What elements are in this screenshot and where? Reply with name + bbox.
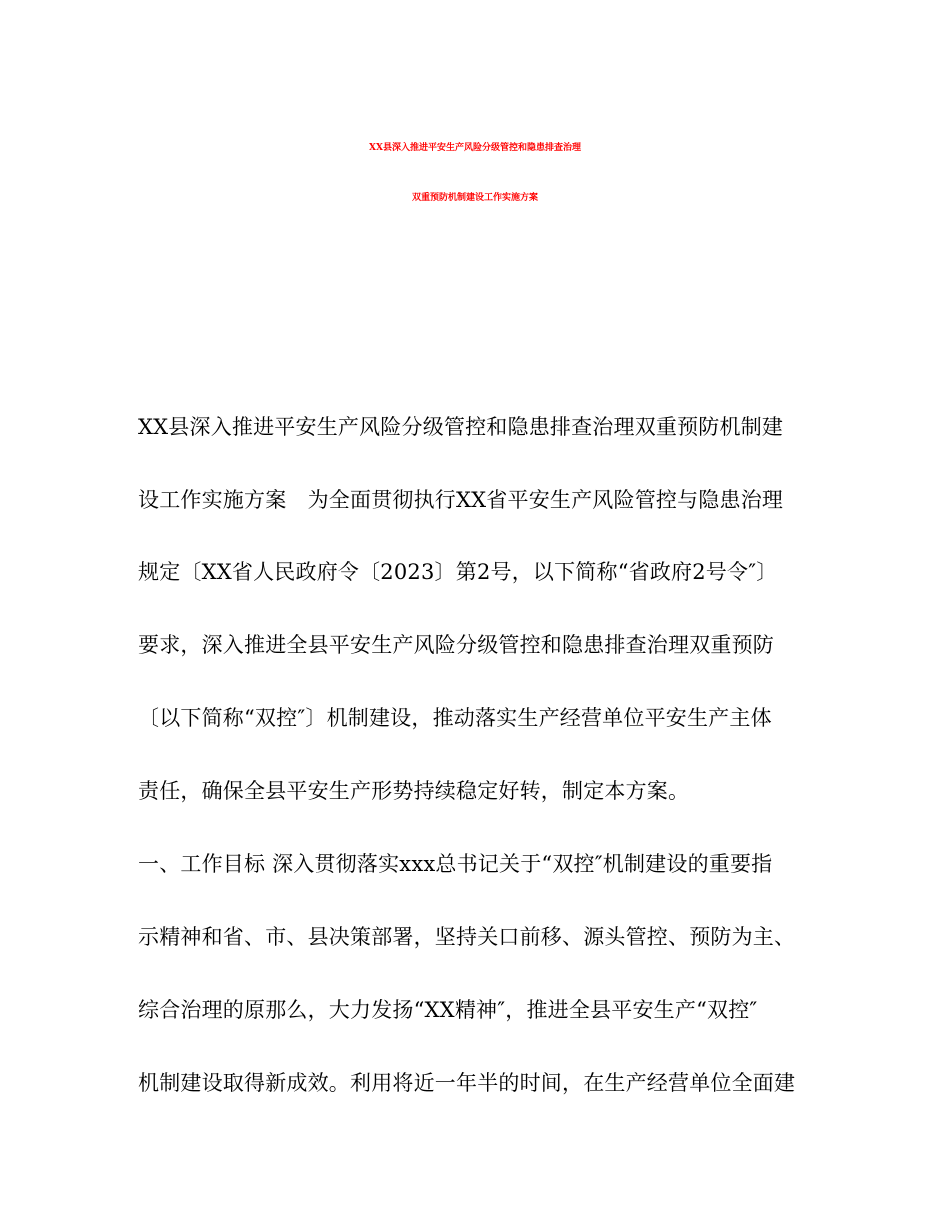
body-text-line-1: XX县深入推进平安生产风险分级管控和隐患排查治理双重预防机制建 <box>138 415 784 439</box>
body-text-line-5: 〔以下简称“双控″〕机制建设，推动落实生产经营单位平安生产主体 <box>138 706 772 730</box>
body-text-line-2: 设工作实施方案 为全面贯彻执行XX省平安生产风险管控与隐患治理 <box>138 488 784 512</box>
body-text-line-7: 一、工作目标 深入贯彻落实xxx总书记关于“双控″机制建设的重要指 <box>138 852 773 876</box>
document-title-line-2: 双重预防机制建设工作实施方案 <box>411 193 538 203</box>
body-text-line-4: 要求，深入推进全县平安生产风险分级管控和隐患排查治理双重预防 <box>138 633 774 657</box>
body-text-line-10: 机制建设取得新成效。利用将近一年半的时间，在生产经营单位全面建 <box>138 1071 796 1095</box>
body-text-line-3: 规定〔XX省人民政府令〔2023〕第2号，以下简称“省政府2号令″〕 <box>138 560 778 584</box>
document-title-line-1: XX县深入推进平安生产风险分级管控和隐患排查治理 <box>369 143 581 153</box>
body-text-line-9: 综合治理的原那么，大力发扬“XX精神″，推进全县平安生产“双控″ <box>138 998 758 1022</box>
body-text-line-8: 示精神和省、市、县决策部署，坚持关口前移、源头管控、预防为主、 <box>138 925 796 949</box>
body-text-line-6: 责任，确保全县平安生产形势持续稳定好转，制定本方案。 <box>138 779 690 803</box>
